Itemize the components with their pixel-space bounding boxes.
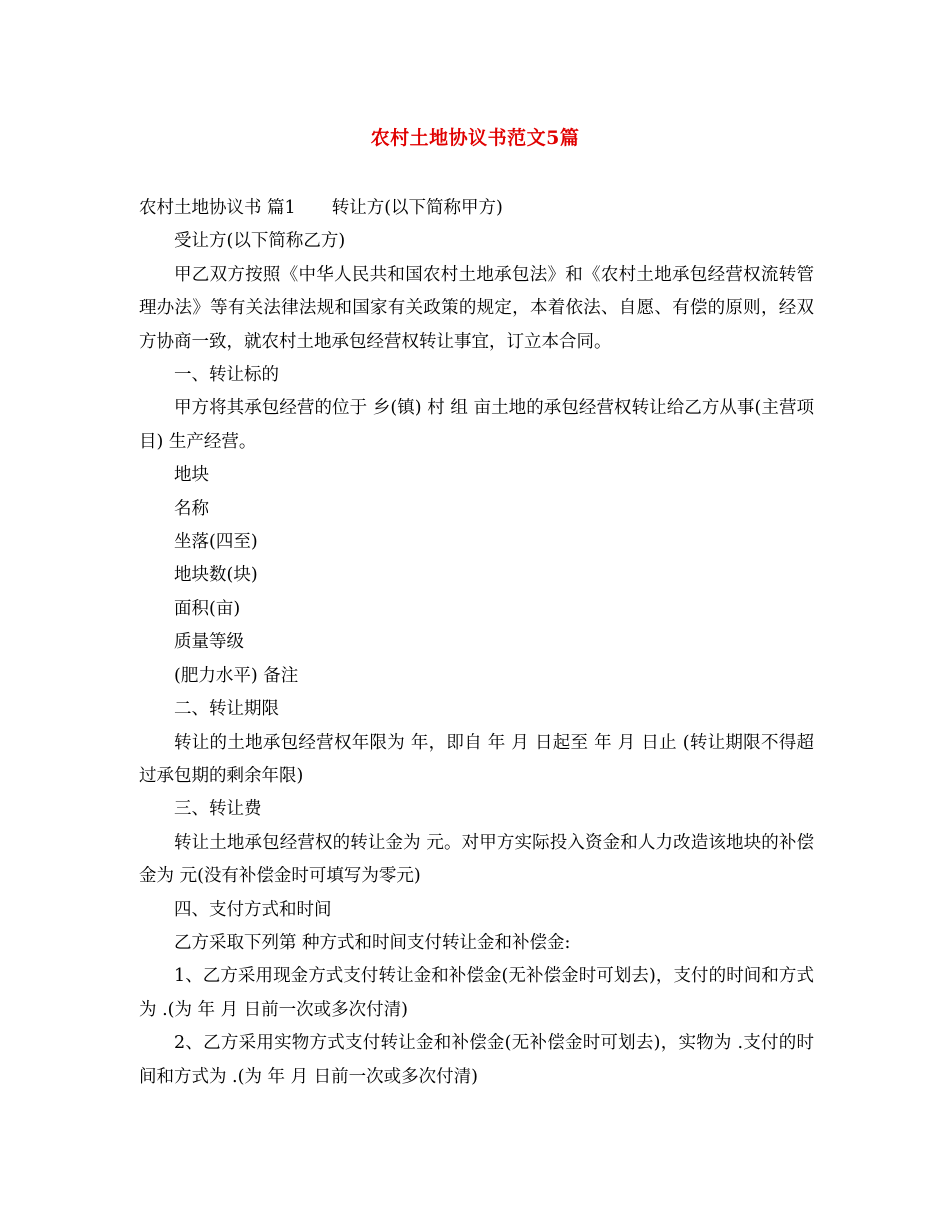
paragraph-term: 转让的土地承包经营权年限为 年，即自 年 月 日起至 年 月 日止 (转让期限不得超过承包期的剩余年限) bbox=[139, 732, 814, 786]
field-location: 坐落(四至) bbox=[174, 532, 258, 553]
paragraph-heading bbox=[139, 192, 814, 225]
field-plot: 地块 bbox=[174, 465, 209, 486]
field-name: 名称 bbox=[174, 498, 209, 519]
paragraph-payment-cash: 1、乙方采用现金方式支付转让金和补偿金(无补偿金时可划去)，支付的时间和方式为 .(为 年 月 日前一次或多次付清) bbox=[139, 966, 814, 1020]
section-title-fee: 三、转让费 bbox=[174, 799, 262, 820]
document-body bbox=[139, 192, 814, 1094]
field-plot-count: 地块数(块) bbox=[174, 565, 258, 586]
paragraph-payment-intro: 乙方采取下列第 种方式和时间支付转让金和补偿金: bbox=[174, 932, 571, 953]
section-heading-label: 农村土地协议书 篇1 bbox=[139, 198, 296, 218]
section-title-subject: 一、转让标的 bbox=[174, 365, 279, 386]
paragraph-fee: 转让土地承包经营权的转让金为 元。对甲方实际投入资金和人力改造该地块的补偿金为 元(没有补偿金时可填写为零元) bbox=[139, 832, 814, 887]
section-title-term: 二、转让期限 bbox=[174, 699, 279, 720]
paragraph-transferor: 转让方(以下简称甲方) bbox=[331, 198, 503, 218]
paragraph-subject: 甲方将其承包经营的位于 乡(镇) 村 组 亩土地的承包经营权转让给乙方从事(主营项目) 生产经营。 bbox=[139, 398, 814, 452]
document-title: 农村土地协议书范文5篇 bbox=[370, 127, 580, 149]
section-title-payment: 四、支付方式和时间 bbox=[174, 899, 332, 920]
paragraph-payment-kind: 2、乙方采用实物方式支付转让金和补偿金(无补偿金时可划去)，实物为 .支付的时间和方式为 .(为 年 月 日前一次或多次付清) bbox=[139, 1033, 814, 1087]
field-quality-grade: 质量等级 bbox=[174, 632, 244, 653]
paragraph-transferee: 受让方(以下简称乙方) bbox=[174, 231, 346, 252]
paragraph-preamble: 甲乙双方按照《中华人民共和国农村土地承包法》和《农村土地承包经营权流转管理办法》等有关法律法规和国家有关政策的规定，本着依法、自愿、有偿的原则，经双方协商一致，就农村土地承包经营权转让事宜，订立本合同。 bbox=[139, 264, 814, 352]
field-area: 面积(亩) bbox=[174, 598, 241, 619]
field-fertility-remarks: (肥力水平) 备注 bbox=[174, 665, 299, 686]
